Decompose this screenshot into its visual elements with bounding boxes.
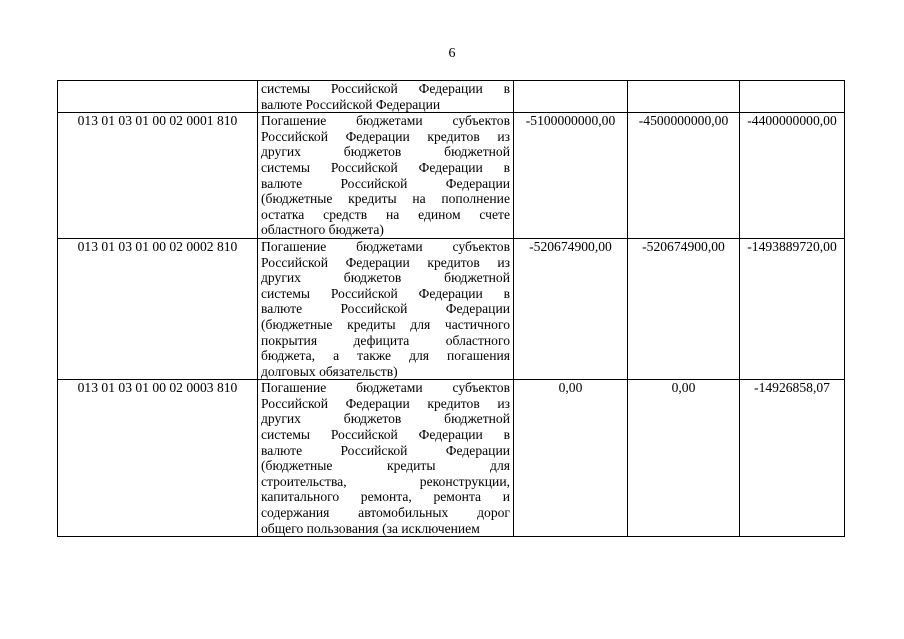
budget-code-cell: 013 01 03 01 00 02 0002 810 <box>58 238 258 379</box>
item-name-line: Российской Федерации кредитов из <box>261 395 510 411</box>
item-name-line: долговых обязательств) <box>261 363 398 379</box>
amount-cell-year-2: 0,00 <box>628 380 740 537</box>
item-name-line: валюте Российской Федерации <box>261 175 510 191</box>
item-name-line: содержания автомобильных дорог <box>261 505 510 521</box>
item-name-line: других бюджетов бюджетной <box>261 270 510 286</box>
budget-code-cell: 013 01 03 01 00 02 0003 810 <box>58 380 258 537</box>
table-row <box>58 380 845 537</box>
item-name-line: (бюджетные кредиты для частичного <box>261 316 510 332</box>
budget-code-cell: 013 01 03 01 00 02 0001 810 <box>58 113 258 239</box>
item-name-cell <box>258 113 514 239</box>
table-row <box>58 81 845 113</box>
item-name-cell <box>258 380 514 537</box>
table-row <box>58 238 845 379</box>
item-name-line: валюте Российской Федерации <box>261 96 441 112</box>
item-name-line: строительства, реконструкции, <box>261 473 510 489</box>
page-number: 6 <box>448 46 456 61</box>
amount-cell-year-1: -520674900,00 <box>514 238 628 379</box>
item-name-line: других бюджетов бюджетной <box>261 411 510 427</box>
amount-cell-year-2: -4500000000,00 <box>628 113 740 239</box>
item-name-cell <box>258 238 514 379</box>
amount-cell-year-1 <box>514 81 628 113</box>
item-name-line: капитального ремонта, ремонта и <box>261 489 510 505</box>
item-name-line: бюджета, а также для погашения <box>261 348 510 364</box>
item-name-line: областного бюджета) <box>261 222 384 238</box>
item-name-line: системы Российской Федерации в <box>261 159 510 175</box>
item-name-line: Российской Федерации кредитов из <box>261 128 510 144</box>
item-name-line: остатка средств на едином счете <box>261 206 510 222</box>
item-name-line: Погашение бюджетами субъектов <box>261 113 510 129</box>
amount-cell-year-2 <box>628 81 740 113</box>
amount-cell-year-3: -14926858,07 <box>740 380 845 537</box>
item-name-line: системы Российской Федерации в <box>261 427 510 443</box>
amount-cell-year-3: -4400000000,00 <box>740 113 845 239</box>
item-name-line: (бюджетные кредиты для <box>261 458 510 474</box>
amount-cell-year-1: 0,00 <box>514 380 628 537</box>
item-name-line: Погашение бюджетами субъектов <box>261 380 510 396</box>
budget-sources-table <box>57 80 845 537</box>
amount-cell-year-2: -520674900,00 <box>628 238 740 379</box>
item-name-line: других бюджетов бюджетной <box>261 144 510 160</box>
item-name-line: Погашение бюджетами субъектов <box>261 238 510 254</box>
item-name-line: общего пользования (за исключением <box>261 520 480 536</box>
item-name-cell <box>258 81 514 113</box>
amount-cell-year-1: -5100000000,00 <box>514 113 628 239</box>
item-name-line: покрытия дефицита областного <box>261 332 510 348</box>
amount-cell-year-3: -1493889720,00 <box>740 238 845 379</box>
amount-cell-year-3 <box>740 81 845 113</box>
table-row <box>58 113 845 239</box>
item-name-line: (бюджетные кредиты на пополнение <box>261 191 510 207</box>
item-name-line: валюте Российской Федерации <box>261 301 510 317</box>
budget-code-cell <box>58 81 258 113</box>
item-name-line: Российской Федерации кредитов из <box>261 254 510 270</box>
item-name-line: валюте Российской Федерации <box>261 442 510 458</box>
item-name-line: системы Российской Федерации в <box>261 81 510 96</box>
item-name-line: системы Российской Федерации в <box>261 285 510 301</box>
